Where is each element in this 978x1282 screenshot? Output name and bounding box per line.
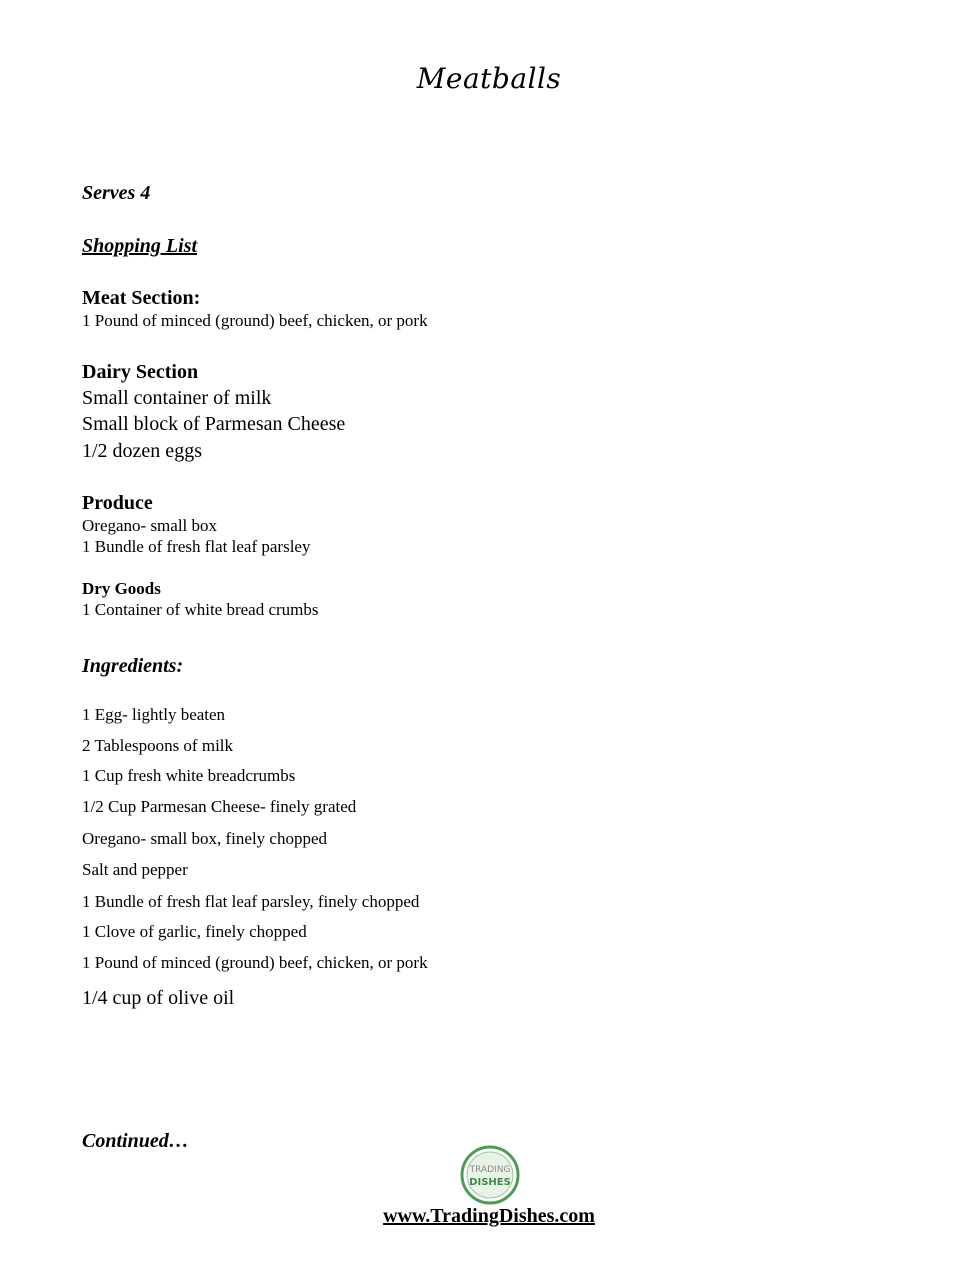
ingredient-item: 1 Clove of garlic, finely chopped: [82, 922, 307, 941]
dairy-section-item: Small block of Parmesan Cheese: [82, 413, 346, 435]
dry-goods-item: 1 Container of white bread crumbs: [82, 600, 319, 619]
ingredient-item: 1/2 Cup Parmesan Cheese- finely grated: [82, 797, 357, 816]
dairy-section-heading: Dairy Section: [82, 361, 199, 383]
shopping-list-heading: Shopping List: [82, 235, 198, 257]
website-link[interactable]: www.TradingDishes.com: [383, 1205, 595, 1227]
logo-text-bottom: DISHES: [469, 1177, 511, 1188]
ingredient-item: 1 Pound of minced (ground) beef, chicken, or pork: [82, 953, 428, 972]
meat-section-item: 1 Pound of minced (ground) beef, chicken, or pork: [82, 311, 428, 330]
dairy-section-item: 1/2 dozen eggs: [82, 440, 202, 462]
ingredient-item: 1 Egg- lightly beaten: [82, 705, 226, 724]
ingredient-item: 1 Bundle of fresh flat leaf parsley, finely chopped: [82, 892, 420, 911]
dry-goods-heading: Dry Goods: [82, 579, 161, 598]
produce-item: 1 Bundle of fresh flat leaf parsley: [82, 537, 311, 556]
ingredients-heading: Ingredients:: [82, 655, 184, 677]
produce-item: Oregano- small box: [82, 516, 218, 535]
trading-dishes-logo-icon: [460, 1145, 520, 1205]
logo-graphic: [460, 1145, 520, 1205]
page-title: Meatballs: [416, 62, 562, 95]
dairy-section-item: Small container of milk: [82, 387, 272, 409]
serves-label: Serves 4: [82, 182, 151, 204]
meat-section-heading: Meat Section:: [82, 287, 201, 309]
produce-heading: Produce: [82, 492, 153, 514]
logo-inner: [467, 1152, 513, 1198]
ingredient-item: 1 Cup fresh white breadcrumbs: [82, 766, 296, 785]
ingredient-item: 2 Tablespoons of milk: [82, 736, 234, 755]
ingredient-item: Salt and pepper: [82, 860, 188, 879]
continued-label: Continued…: [82, 1130, 189, 1152]
logo-text-top: TRADING: [469, 1165, 511, 1175]
ingredient-item: 1/4 cup of olive oil: [82, 987, 235, 1009]
ingredient-item: Oregano- small box, finely chopped: [82, 829, 328, 848]
